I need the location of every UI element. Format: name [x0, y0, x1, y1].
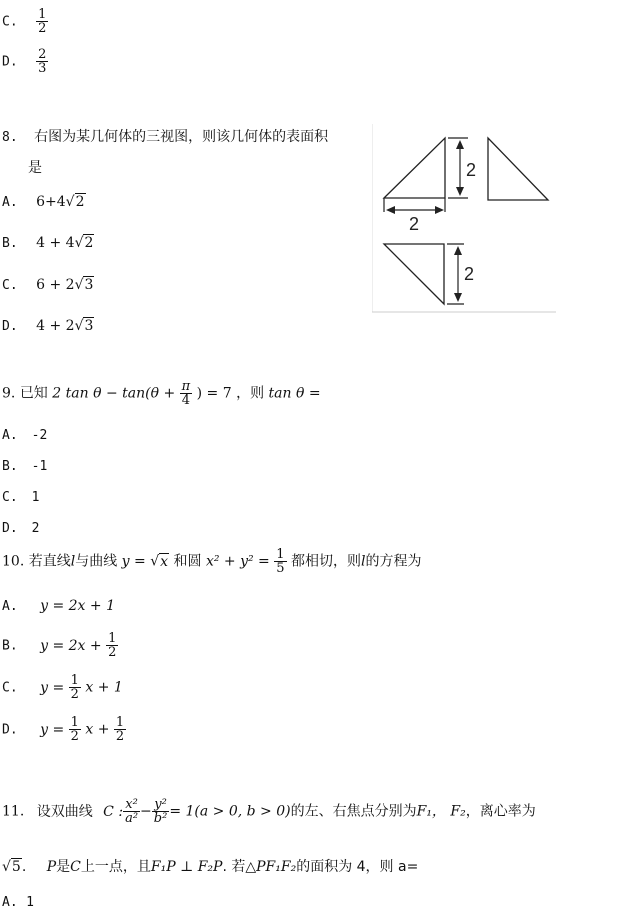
radicand: x	[160, 553, 169, 570]
option-label: D.	[2, 319, 18, 334]
option-expr: 4 + 4	[36, 235, 75, 251]
q8-stem-line1	[2, 126, 328, 146]
math-var: l	[360, 553, 366, 570]
fraction	[36, 48, 48, 75]
q8-option-a	[2, 194, 86, 210]
option-value: 1	[31, 490, 40, 505]
numerator: y²	[152, 798, 170, 812]
option-value: 1	[26, 895, 34, 910]
option-label: B.	[2, 638, 18, 654]
q9-option-c	[2, 489, 39, 505]
fraction	[114, 716, 126, 743]
numerator: 1	[70, 715, 79, 730]
option-value: 2	[31, 521, 40, 536]
denominator: 4	[181, 393, 191, 408]
front-view-triangle	[384, 138, 445, 198]
option-label: D.	[2, 722, 18, 738]
arrowhead	[454, 246, 462, 255]
fraction	[180, 380, 193, 407]
math-expr: ) = 7	[196, 385, 232, 402]
dim-label: 2	[466, 160, 477, 180]
top-view-triangle	[384, 244, 444, 304]
math-op: −	[140, 803, 152, 820]
question-text: ，则	[236, 385, 265, 402]
side-view-triangle	[488, 138, 548, 200]
q8-option-d	[2, 318, 94, 334]
arrowhead	[456, 187, 464, 196]
denominator: 3	[38, 61, 47, 76]
q9-option-d	[2, 520, 39, 536]
sqrt-sign: √	[74, 277, 84, 293]
option-expr: y = 2x + 1	[40, 598, 115, 614]
denominator: 2	[70, 729, 79, 744]
numerator: 1	[276, 547, 285, 562]
fraction	[69, 674, 81, 701]
math-var: C	[70, 859, 81, 875]
option-expr: y =	[40, 679, 65, 696]
arrowhead	[435, 206, 444, 214]
numerator: 1	[38, 7, 47, 22]
fraction	[152, 798, 170, 825]
numerator: 1	[70, 673, 79, 688]
math-var: F₂	[450, 803, 466, 820]
math-var: l	[70, 553, 76, 570]
question-number: 10.	[2, 553, 25, 570]
denominator: 2	[108, 645, 117, 660]
math-expr: C :	[103, 803, 124, 820]
option-expr: x +	[85, 721, 110, 738]
question-text: 的面积为 4，则 a=	[296, 859, 419, 875]
q9-option-a	[2, 427, 47, 443]
option-expr: y =	[40, 721, 65, 738]
math-expr: F₁P ⊥ F₂P	[150, 859, 223, 875]
q11-option-a	[2, 894, 34, 910]
option-value: -2	[31, 428, 48, 443]
denominator: 2	[115, 729, 125, 744]
q8-option-c	[2, 277, 94, 293]
question-text: 的左、右焦点分别为	[290, 803, 417, 820]
q10-option-b	[2, 632, 118, 659]
option-label: B.	[2, 236, 18, 251]
option-label: D.	[2, 521, 18, 536]
fraction	[69, 716, 81, 743]
option-value: -1	[31, 459, 48, 474]
option-label: A.	[2, 195, 18, 210]
math-expr: y =	[121, 553, 151, 570]
option-label: C.	[2, 490, 18, 505]
question-text: 都相切，则	[290, 553, 361, 570]
option-label: A.	[2, 895, 18, 910]
option-expr: y = 2x +	[40, 637, 102, 654]
question-number: 9.	[2, 385, 16, 402]
q9-option-b	[2, 458, 47, 474]
fraction	[106, 632, 118, 659]
math-expr: tan θ =	[268, 385, 321, 402]
radicand: 5	[11, 859, 21, 875]
denominator: b²	[153, 811, 168, 826]
math-expr: = 1(a > 0, b > 0)	[169, 803, 291, 820]
question-text: ，离心率为	[465, 803, 536, 820]
arrowhead	[454, 293, 462, 302]
numerator: 1	[108, 631, 117, 646]
question-number: 8.	[2, 130, 18, 145]
radicand: 2	[75, 194, 85, 210]
fraction	[36, 8, 48, 35]
numerator: x²	[123, 798, 140, 812]
fraction	[123, 798, 140, 825]
option-expr: x + 1	[85, 679, 123, 696]
radicand: 2	[84, 235, 94, 251]
dim-label: 2	[409, 214, 420, 234]
arrowhead	[386, 206, 395, 214]
question-text: 的方程为	[365, 553, 422, 570]
math-var: P	[46, 859, 57, 875]
denominator: 2	[38, 21, 47, 36]
option-label: C.	[2, 680, 18, 696]
numerator: π	[181, 379, 191, 394]
q8-option-b	[2, 235, 94, 251]
option-expr: 6 + 2	[36, 277, 75, 293]
denominator: 2	[70, 687, 79, 702]
sqrt-sign: √	[74, 318, 84, 334]
option-label: C.	[2, 278, 18, 293]
denominator: 5	[276, 561, 285, 576]
option-expr: 4 + 2	[36, 318, 75, 334]
question-text: . 若△	[222, 859, 257, 875]
option-label: A.	[2, 428, 18, 443]
prev-option-d	[2, 48, 48, 75]
question-text: 上一点，且	[80, 859, 151, 875]
sqrt-sign: √	[2, 859, 11, 875]
question-text: 是	[56, 859, 71, 875]
numerator: 2	[38, 47, 47, 62]
math-expr: 2 tan θ − tan(θ +	[52, 385, 176, 402]
option-label: A.	[2, 599, 18, 614]
math-var: F₁，	[416, 803, 446, 820]
q10-option-a	[2, 598, 115, 614]
q8-stem-line2: 是	[28, 160, 42, 176]
option-label: C.	[2, 14, 18, 30]
option-expr: 6+4	[36, 194, 66, 210]
q10-option-c	[2, 674, 123, 701]
math-expr: PF₁F₂	[256, 859, 297, 875]
sqrt-sign: √	[65, 194, 75, 210]
option-label: D.	[2, 54, 18, 70]
math-expr: x² + y² =	[205, 553, 270, 570]
option-label: B.	[2, 459, 18, 474]
fraction	[274, 548, 286, 575]
question-text: 与曲线	[75, 553, 118, 570]
sqrt-sign: √	[150, 553, 160, 570]
q9-stem	[2, 380, 321, 407]
denominator: a²	[125, 811, 139, 826]
q11-stem-line2	[2, 856, 418, 876]
numerator: 1	[115, 715, 125, 730]
q10-option-d	[2, 716, 126, 743]
question-text: 和圆	[173, 553, 202, 570]
question-text: 右图为某几何体的三视图，则该几何体的表面积	[34, 129, 329, 145]
question-number: 11.	[2, 803, 25, 820]
q11-stem-line1	[2, 798, 536, 825]
q10-stem	[2, 548, 421, 575]
arrowhead	[456, 140, 464, 149]
question-text: 已知	[19, 385, 48, 402]
radicand: 3	[84, 277, 94, 293]
dim-label: 2	[464, 264, 475, 284]
three-view-figure	[372, 124, 556, 314]
sqrt-sign: √	[74, 235, 84, 251]
question-text: 若直线	[28, 553, 71, 570]
question-text: 设双曲线	[36, 803, 93, 820]
math-punct: .	[21, 859, 27, 875]
radicand: 3	[84, 318, 94, 334]
prev-option-c	[2, 8, 48, 35]
